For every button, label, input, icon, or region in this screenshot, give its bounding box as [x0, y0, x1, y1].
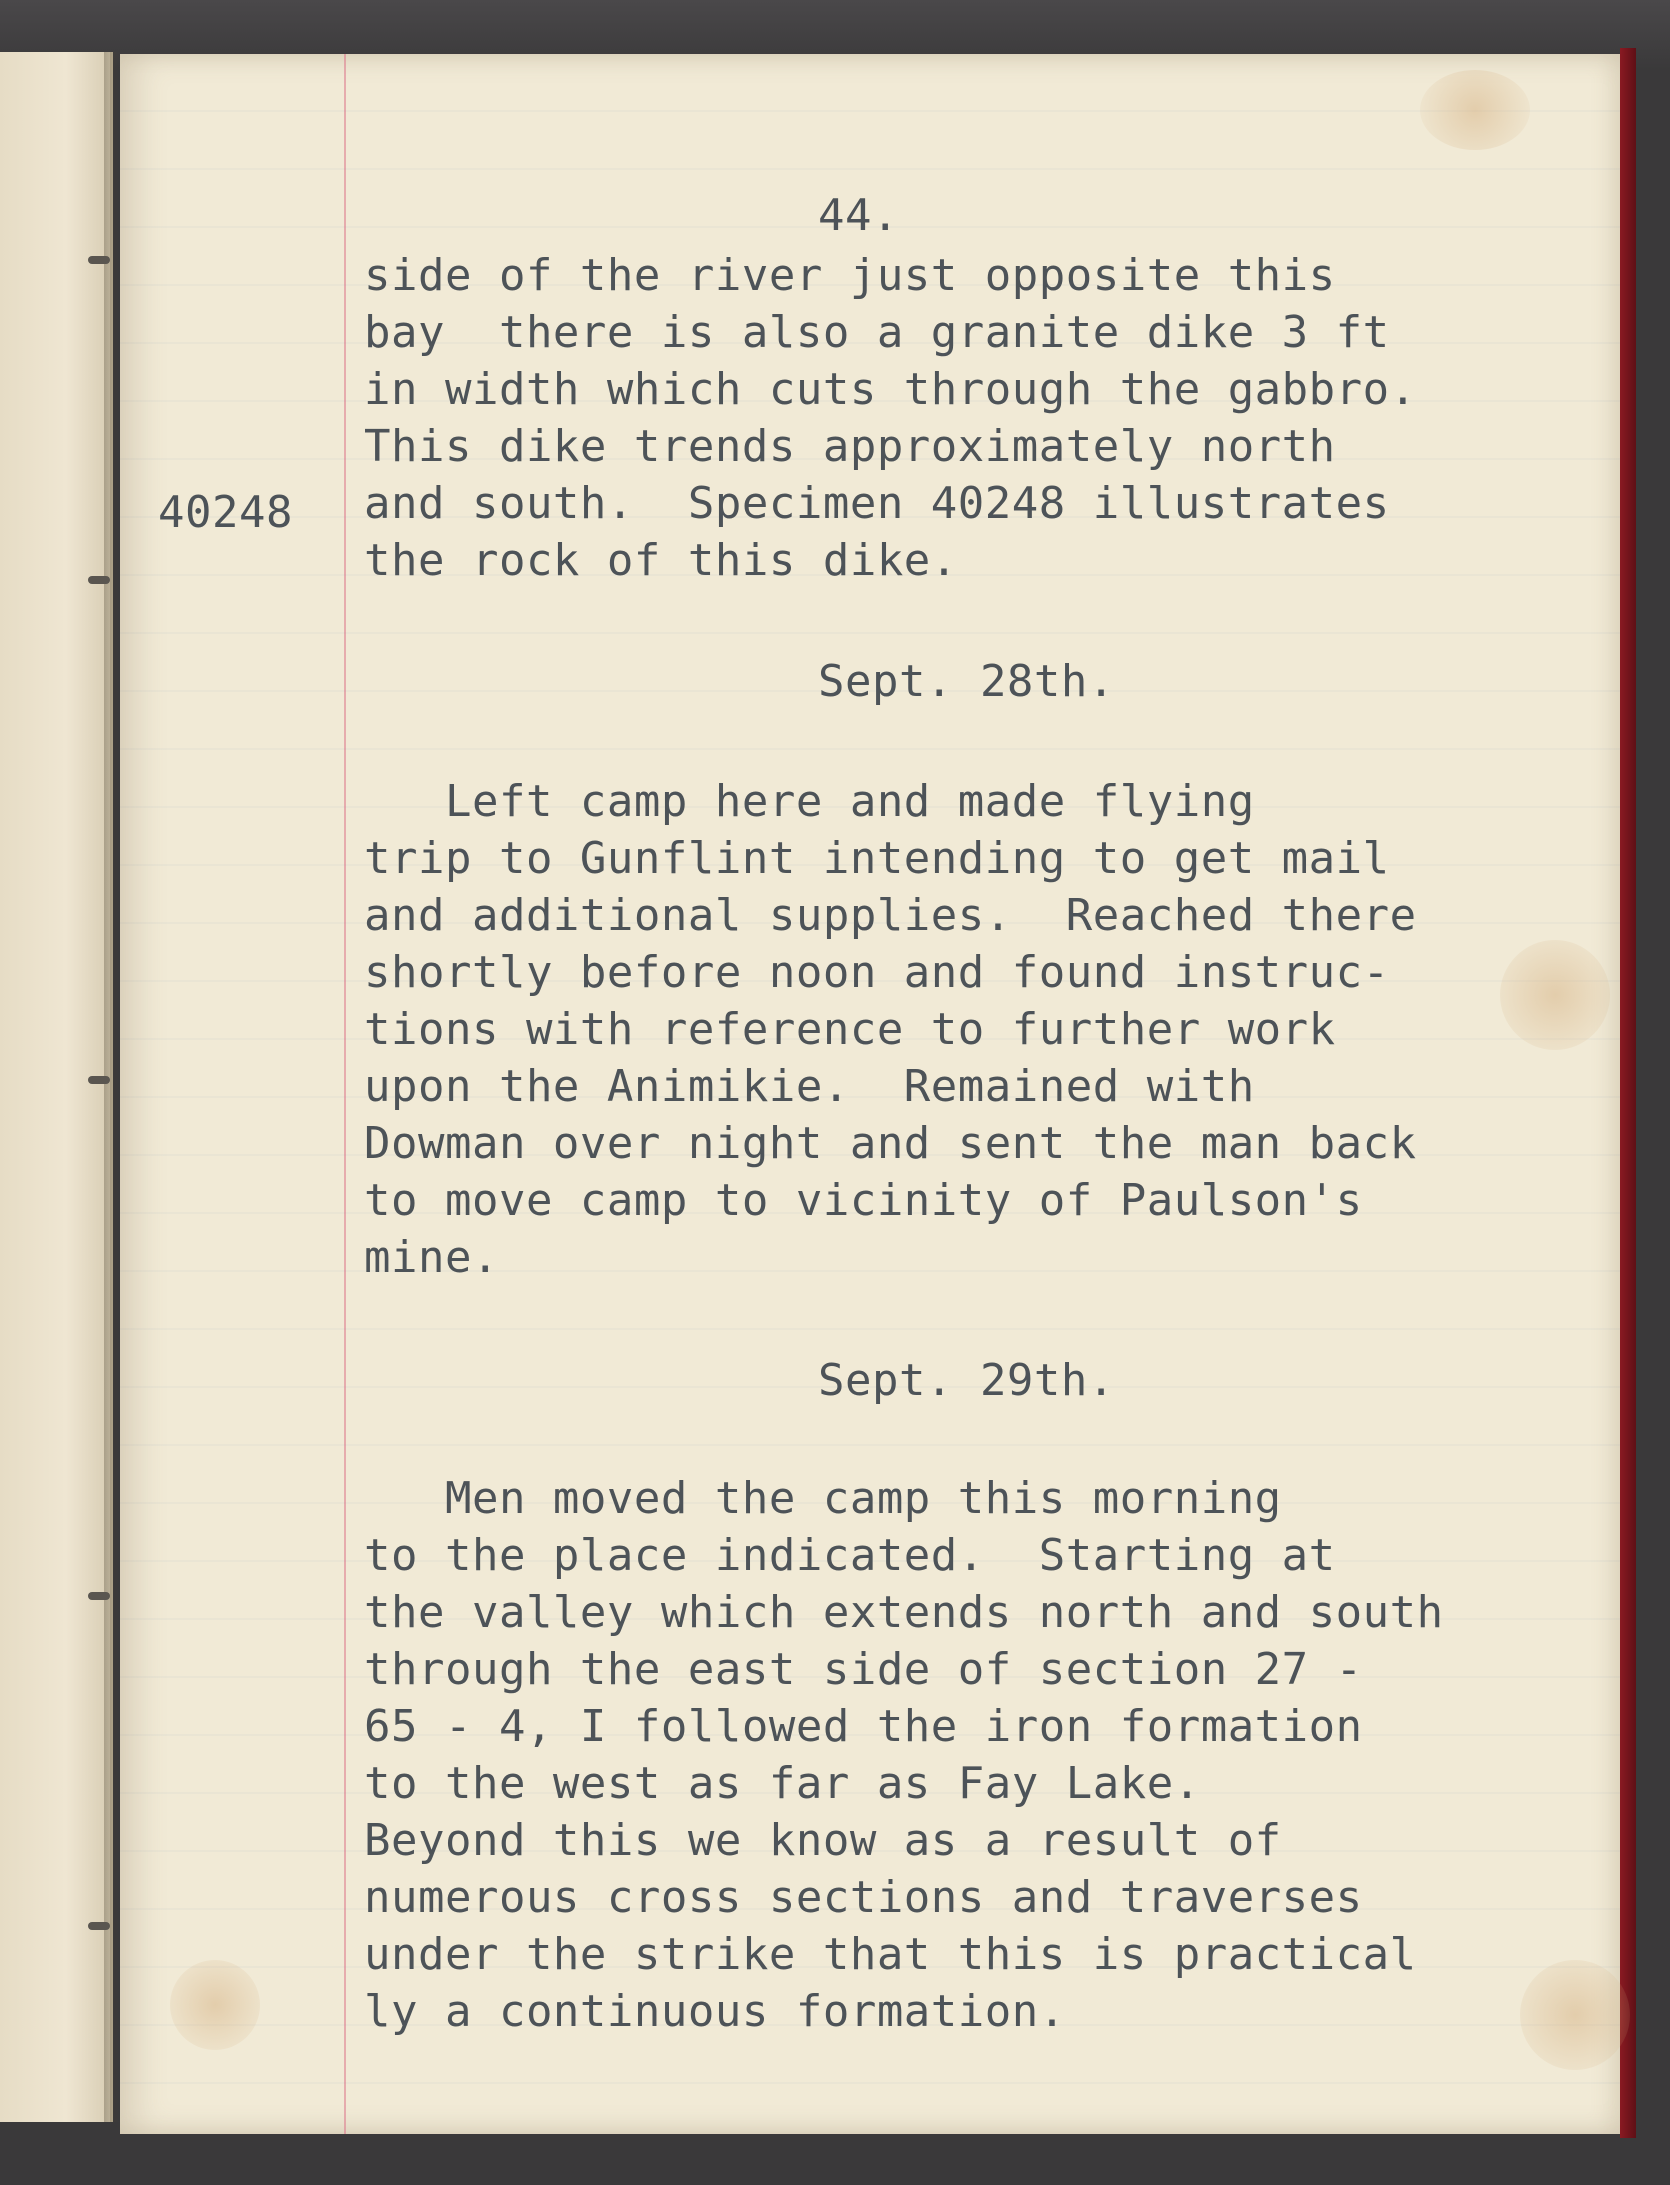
page-number: 44.: [818, 190, 899, 241]
binding-thread: [88, 1076, 110, 1084]
body-line: shortly before noon and found instruc-: [364, 947, 1390, 998]
entry-date-heading: Sept. 29th.: [818, 1355, 1115, 1406]
body-line: mine.: [364, 1232, 499, 1283]
body-line: the rock of this dike.: [364, 535, 958, 586]
body-line: This dike trends approximately north: [364, 421, 1336, 472]
binding-thread: [88, 576, 110, 584]
body-line: bay there is also a granite dike 3 ft: [364, 307, 1390, 358]
cover-edge: [1620, 48, 1636, 2138]
body-line: in width which cuts through the gabbro.: [364, 364, 1417, 415]
body-line: and south. Specimen 40248 illustrates: [364, 478, 1390, 529]
body-line: 65 - 4, I followed the iron formation: [364, 1701, 1363, 1752]
paper-stain: [170, 1960, 260, 2050]
paper-stain: [1520, 1960, 1630, 2070]
gutter-shadow: [104, 52, 120, 2122]
binding-thread: [88, 1592, 110, 1600]
body-line: to move camp to vicinity of Paulson's: [364, 1175, 1363, 1226]
entry-date-heading: Sept. 28th.: [818, 656, 1115, 707]
body-line: the valley which extends north and south: [364, 1587, 1444, 1638]
margin-rule: [344, 54, 346, 2134]
paper-stain: [1500, 940, 1610, 1050]
body-line: Men moved the camp this morning: [364, 1473, 1282, 1524]
body-line: tions with reference to further work: [364, 1004, 1336, 1055]
body-line: to the place indicated. Starting at: [364, 1530, 1336, 1581]
body-line: side of the river just opposite this: [364, 250, 1336, 301]
body-line: upon the Animikie. Remained with: [364, 1061, 1255, 1112]
body-line: and additional supplies. Reached there: [364, 890, 1417, 941]
body-line: Beyond this we know as a result of: [364, 1815, 1282, 1866]
specimen-margin-note: 40248: [158, 487, 293, 538]
body-line: trip to Gunflint intending to get mail: [364, 833, 1390, 884]
binding-thread: [88, 1922, 110, 1930]
body-line: to the west as far as Fay Lake.: [364, 1758, 1201, 1809]
body-line: Dowman over night and sent the man back: [364, 1118, 1417, 1169]
binding-thread: [88, 256, 110, 264]
body-line: numerous cross sections and traverses: [364, 1872, 1363, 1923]
body-line: under the strike that this is practical: [364, 1929, 1417, 1980]
body-line: Left camp here and made flying: [364, 776, 1255, 827]
body-line: ly a continuous formation.: [364, 1986, 1066, 2037]
body-line: through the east side of section 27 -: [364, 1644, 1363, 1695]
facing-page-edge: [0, 52, 113, 2122]
paper-stain: [1420, 70, 1530, 150]
